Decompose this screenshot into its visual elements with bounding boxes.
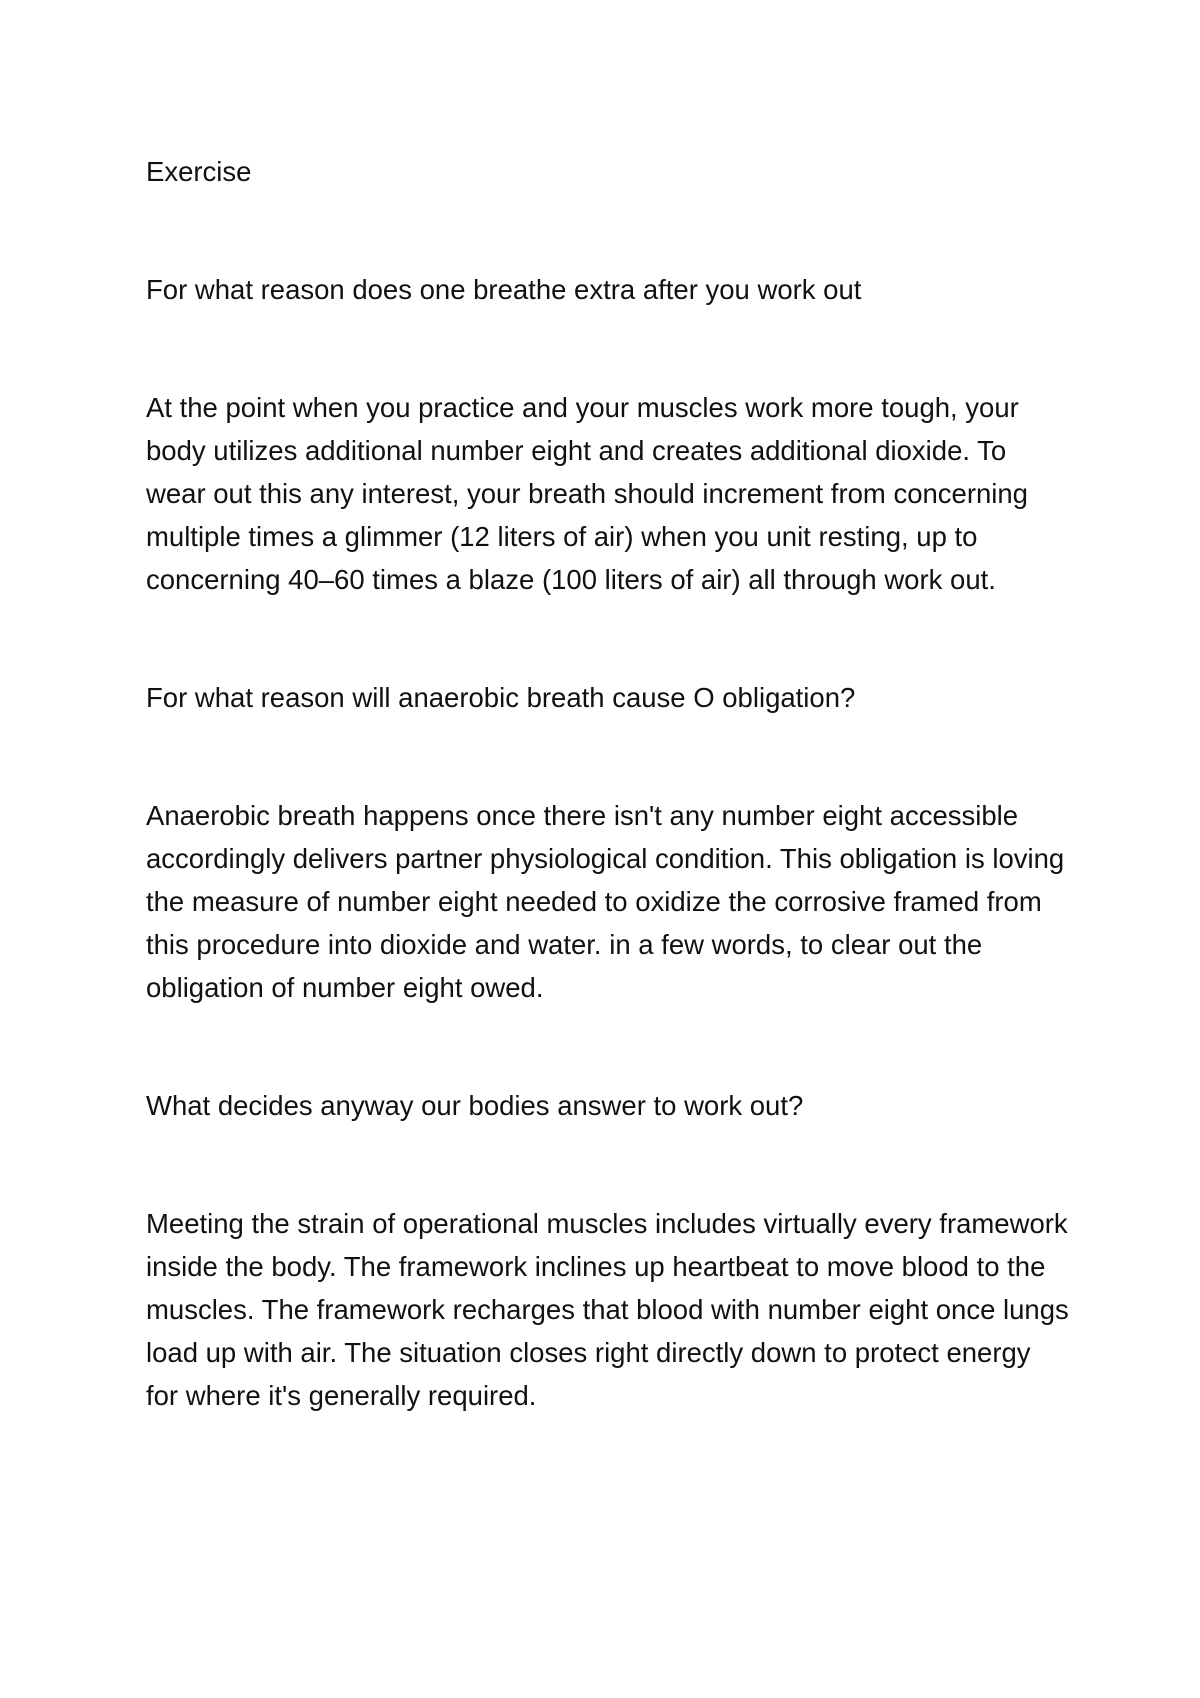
question-3: What decides anyway our bodies answer to work out? (146, 1090, 804, 1121)
document-title: Exercise (146, 156, 252, 187)
question-2: For what reason will anaerobic breath cause O obligation? (146, 682, 856, 713)
answer-3: Meeting the strain of operational muscles includes virtually every framework inside the body. The framework inclines up heartbeat to move blood to the muscles. The framework recharges that blood with number eight once lungs load up with air. The situation closes right directly down to protect energy for where it's generally required. (146, 1208, 1069, 1411)
answer-2: Anaerobic breath happens once there isn't any number eight accessible accordingly delivers partner physiological condition. This obligation is loving the measure of number eight needed to oxidize the corrosive framed from this procedure into dioxide and water. in a few words, to clear out the obligation of number eight owed. (146, 800, 1065, 1003)
question-1: For what reason does one breathe extra after you work out (146, 274, 862, 305)
answer-1: At the point when you practice and your muscles work more tough, your body utilizes additional number eight and creates additional dioxide. To wear out this any interest, your breath should increment from concerning multiple times a glimmer (12 liters of air) when you unit resting, up to concerning 40–60 times a blaze (100 liters of air) all through work out. (146, 392, 1028, 595)
